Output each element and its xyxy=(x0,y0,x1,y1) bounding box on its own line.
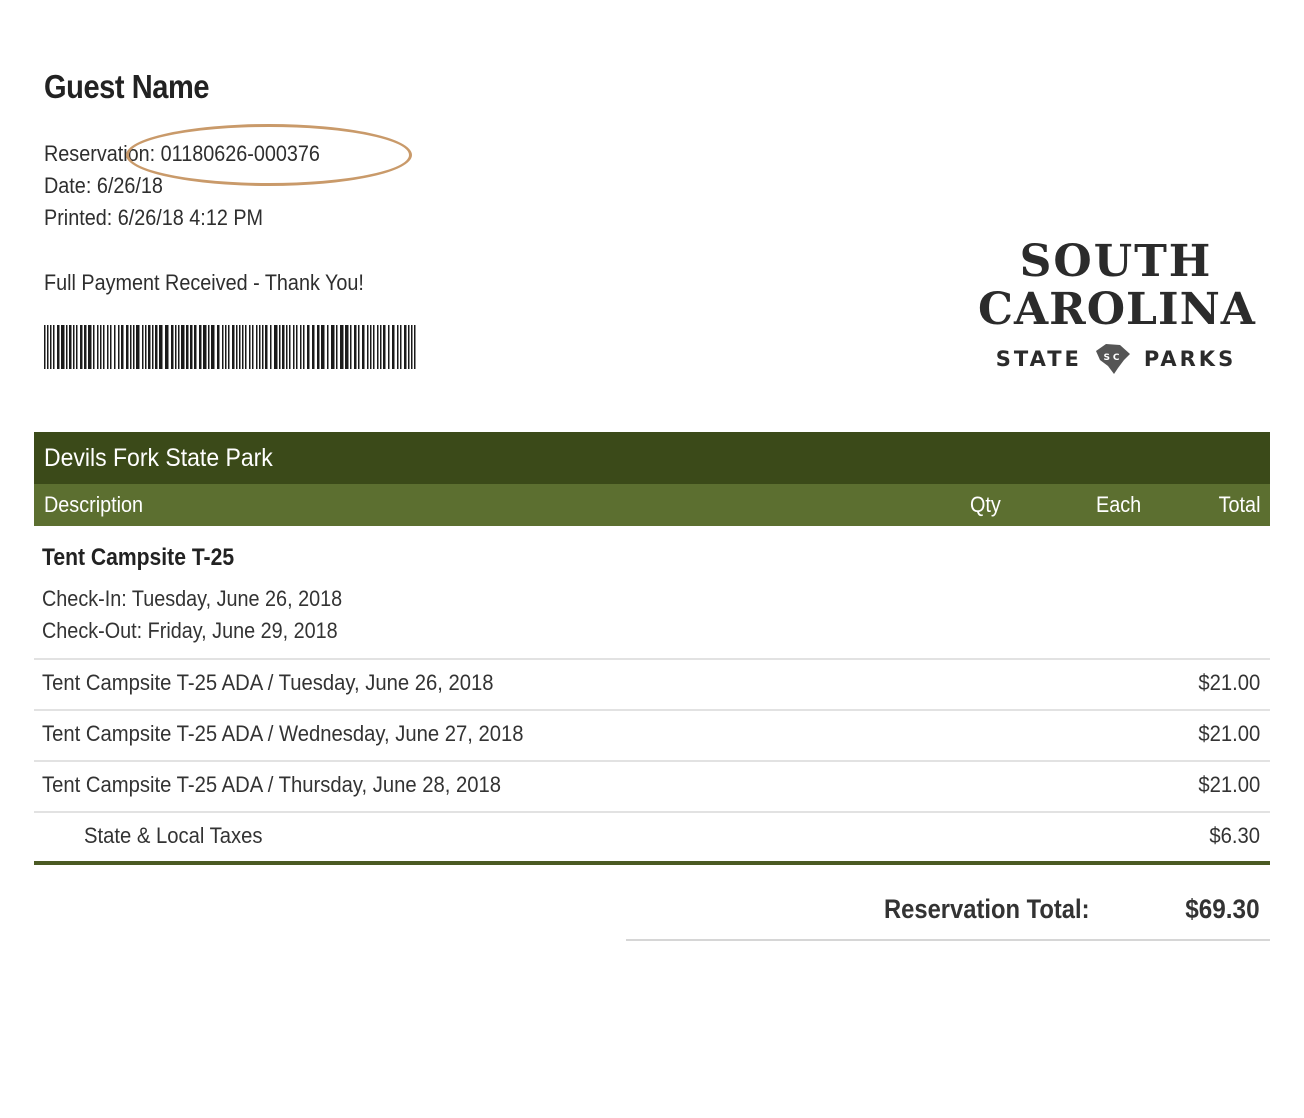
reservation-total-label: Reservation Total: xyxy=(884,894,1090,924)
line-item-row xyxy=(34,709,1270,759)
payment-status: Full Payment Received - Thank You! xyxy=(44,270,364,295)
line-item-total: $21.00 xyxy=(1198,772,1260,797)
reservation-table xyxy=(34,432,1270,526)
tax-row xyxy=(34,811,1270,861)
total-underline xyxy=(626,939,1270,941)
line-item-description: Tent Campsite T-25 ADA / Thursday, June 28, 2018 xyxy=(42,772,502,797)
line-item-total: $21.00 xyxy=(1198,721,1260,746)
check-out: Check-Out: Friday, June 29, 2018 xyxy=(42,618,338,643)
guest-name: Guest Name xyxy=(44,68,210,105)
sc-badge-text: SC xyxy=(1103,353,1123,363)
logo-line-south: SOUTH xyxy=(1019,236,1213,287)
printed-date: Printed: 6/26/18 4:12 PM xyxy=(44,205,264,230)
column-qty: Qty xyxy=(970,492,1001,517)
item-title: Tent Campsite T-25 xyxy=(42,544,235,571)
line-item-row xyxy=(34,658,1270,708)
park-name: Devils Fork State Park xyxy=(44,444,273,472)
tax-total: $6.30 xyxy=(1209,823,1260,848)
logo-subline xyxy=(978,342,1254,376)
reservation-number: Reservation: 01180626-000376 xyxy=(44,141,320,166)
column-each: Each xyxy=(1096,492,1142,517)
column-total: Total xyxy=(1218,492,1260,517)
logo-line-carolina: CAROLINA xyxy=(978,284,1256,335)
logo-parks-text: PARKS xyxy=(1143,347,1237,371)
reservation-total-value: $69.30 xyxy=(1185,894,1260,924)
sc-state-shape-icon xyxy=(1094,342,1132,376)
column-description: Description xyxy=(44,492,144,517)
reservation-date: Date: 6/26/18 xyxy=(44,173,163,198)
logo-state-text: STATE xyxy=(995,347,1082,371)
barcode-image xyxy=(44,325,418,369)
sc-state-parks-logo xyxy=(978,236,1256,376)
tax-description: State & Local Taxes xyxy=(84,823,263,848)
line-item-total: $21.00 xyxy=(1198,670,1260,695)
line-item-description: Tent Campsite T-25 ADA / Tuesday, June 26, 2018 xyxy=(42,670,494,695)
table-bottom-rule xyxy=(34,861,1270,865)
park-header xyxy=(34,432,1270,484)
line-item-description: Tent Campsite T-25 ADA / Wednesday, June 27, 2018 xyxy=(42,721,524,746)
column-header-row xyxy=(34,484,1270,526)
line-item-row xyxy=(34,760,1270,810)
check-in: Check-In: Tuesday, June 26, 2018 xyxy=(42,586,343,611)
